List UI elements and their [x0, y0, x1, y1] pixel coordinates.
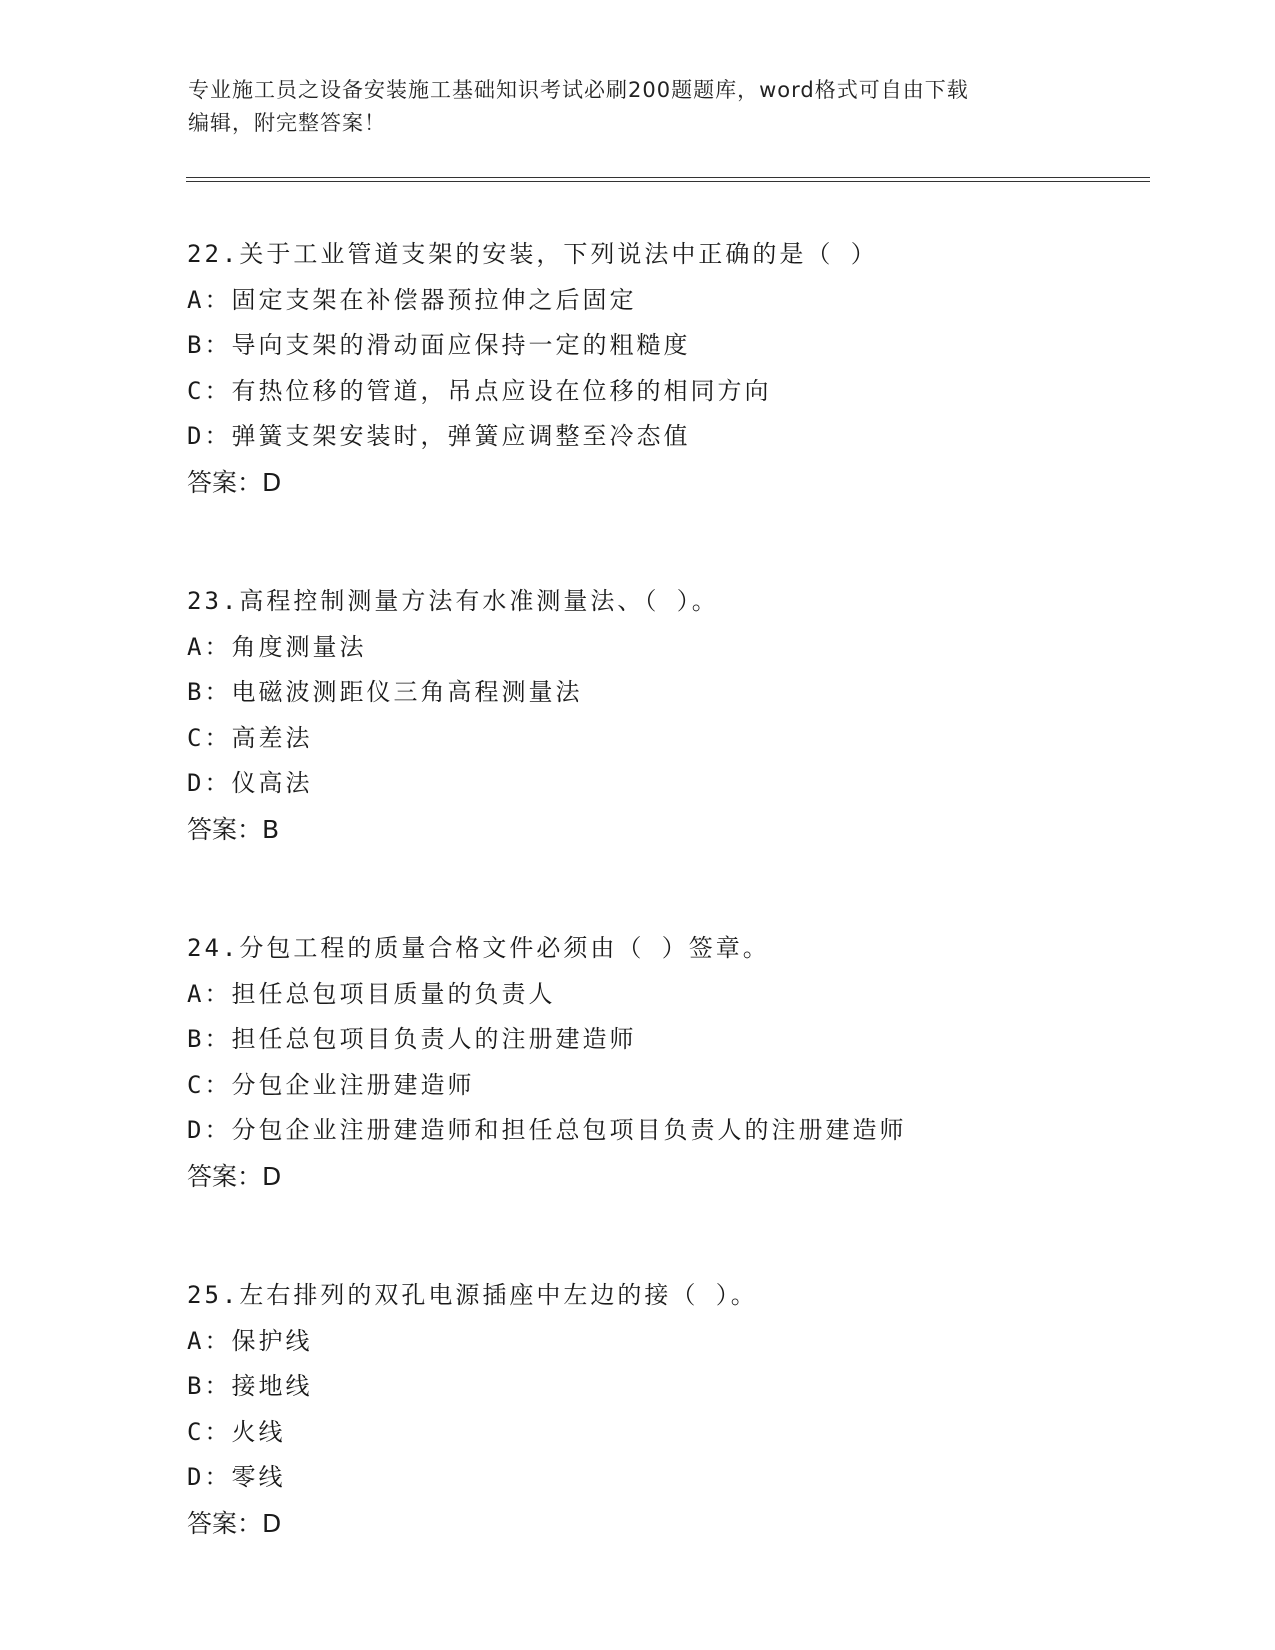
option-a: A：担任总包项目质量的负责人 [187, 979, 556, 1008]
answer: 答案：D [187, 1161, 282, 1191]
option-a: A：保护线 [187, 1326, 313, 1355]
option-c: C：有热位移的管道，吊点应设在位移的相同方向 [187, 376, 772, 405]
option-a: A：固定支架在补偿器预拉伸之后固定 [187, 285, 637, 314]
option-c: C：分包企业注册建造师 [187, 1070, 475, 1099]
question-stem: 22.关于工业管道支架的安装，下列说法中正确的是（ ） [187, 240, 878, 268]
question-25 [187, 1273, 1167, 1546]
document-header [188, 74, 1088, 140]
header-divider-top [186, 177, 1150, 178]
question-stem: 23.高程控制测量方法有水准测量法、（ ）。 [187, 587, 719, 615]
header-title-line-1: 专业施工员之设备安装施工基础知识考试必刷200题题库，word格式可自由下载 [188, 78, 969, 102]
option-c: C：火线 [187, 1417, 286, 1446]
question-stem: 25.左右排列的双孔电源插座中左边的接（ ）。 [187, 1281, 758, 1309]
option-b: B：电磁波测距仪三角高程测量法 [187, 678, 583, 706]
question-24 [187, 926, 1167, 1199]
option-b: B：接地线 [187, 1372, 313, 1400]
option-d: D：仪高法 [187, 769, 313, 797]
answer: 答案：D [187, 467, 282, 497]
question-23 [187, 579, 1167, 852]
header-divider-bottom [186, 181, 1150, 182]
option-d: D：零线 [187, 1463, 286, 1491]
header-title-line-2: 编辑，附完整答案！ [188, 111, 386, 135]
option-b: B：担任总包项目负责人的注册建造师 [187, 1025, 637, 1053]
option-a: A：角度测量法 [187, 632, 367, 661]
question-stem: 24.分包工程的质量合格文件必须由（ ）签章。 [187, 934, 770, 962]
option-d: D：分包企业注册建造师和担任总包项目负责人的注册建造师 [187, 1116, 907, 1144]
option-b: B：导向支架的滑动面应保持一定的粗糙度 [187, 331, 691, 359]
option-c: C：高差法 [187, 723, 313, 752]
option-d: D：弹簧支架安装时，弹簧应调整至冷态值 [187, 422, 691, 450]
answer: 答案：D [187, 1508, 282, 1538]
question-list [187, 232, 1167, 1620]
question-22 [187, 232, 1167, 505]
answer: 答案：B [187, 814, 280, 844]
